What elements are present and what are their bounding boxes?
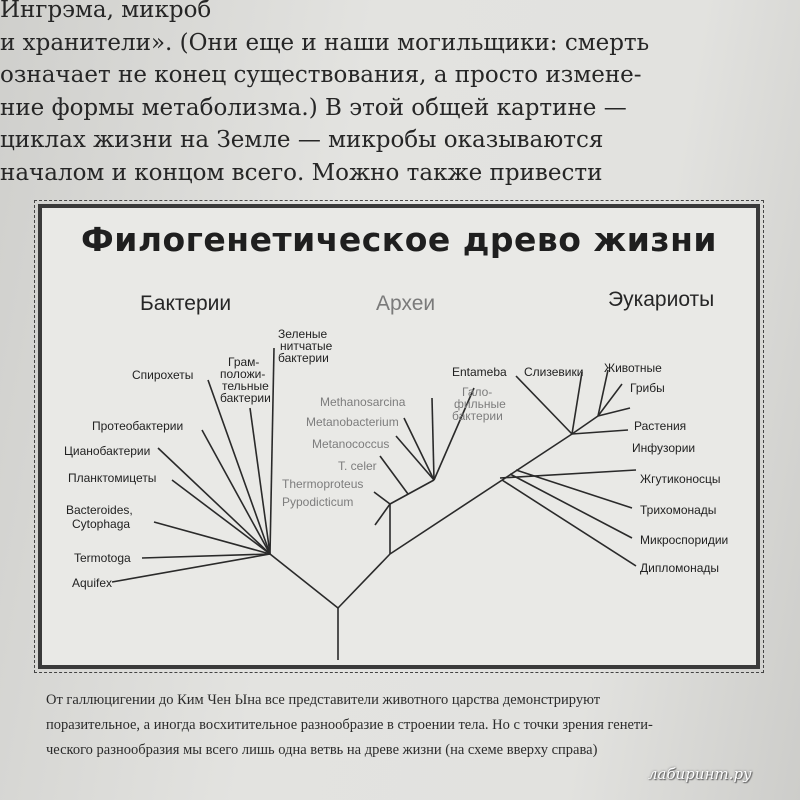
eukaryote-crown <box>572 416 598 434</box>
label-methanococcus: Metanococcus <box>312 437 390 451</box>
caption-line: От галлюцигении до Ким Чен Ына все представители животного царства демонстрируют <box>46 692 601 708</box>
text-line: и хранители». (Они еще и наши могильщики: смерть <box>0 29 650 56</box>
label-planctomycetes: Планктомицеты <box>68 471 157 485</box>
domain-archaea: Археи <box>376 292 436 315</box>
label-aquifex: Aquifex <box>72 576 113 590</box>
phylogenetic-tree-figure <box>38 204 760 669</box>
label-animals: Животные <box>604 361 662 375</box>
eukaryote-stem <box>390 434 572 554</box>
tree-diagram <box>42 208 756 665</box>
label-diplomonads: Дипломонады <box>640 561 719 575</box>
bacteria-stem <box>270 554 338 608</box>
label-bacteroides: Bacteroides, <box>66 503 133 517</box>
branch-plancto <box>172 480 270 554</box>
label-methanosarcina: Methanosarcina <box>320 395 406 409</box>
label-green-3: бактерии <box>278 351 329 365</box>
figure-title: Филогенетическое древо жизни <box>80 220 718 259</box>
text-line: Ингрэма, микроб <box>0 0 212 23</box>
branch-gram <box>250 408 270 554</box>
label-cytophaga: Cytophaga <box>72 517 131 531</box>
label-fungi: Грибы <box>630 381 665 395</box>
text-line: означает не конец существования, а просто измене- <box>0 62 642 88</box>
label-entameba: Entameba <box>452 365 507 379</box>
label-methanobacterium: Metanobacterium <box>306 415 399 429</box>
label-green-1: Зеленые <box>278 327 328 341</box>
archaea-upper <box>390 480 434 504</box>
label-gram-1: Грам- <box>228 355 260 369</box>
label-thermoproteus: Thermoproteus <box>282 477 364 491</box>
label-spirochetes: Спирохеты <box>132 368 194 382</box>
label-halo-3: бактерии <box>452 409 503 423</box>
branch-aquifex <box>112 554 270 582</box>
branch-trichomonads <box>516 470 632 508</box>
domain-eukaryotes: Эукариоты <box>608 288 715 311</box>
label-ciliates: Инфузории <box>632 441 696 455</box>
label-plants: Растения <box>634 419 687 433</box>
branch-diplomonads <box>502 480 636 566</box>
domain-bacteria: Бактерии <box>140 292 232 315</box>
branch-spirochetes <box>208 380 270 554</box>
label-gram-2: положи- <box>220 367 266 381</box>
archaea-eukaryote-stem <box>338 554 390 608</box>
figure-caption <box>46 688 786 763</box>
label-halo-2: фильные <box>454 397 506 411</box>
label-slime-molds: Слизевики <box>524 365 584 379</box>
branch-ciliates <box>572 430 628 434</box>
branch-methanococcus <box>396 436 434 480</box>
branch-entameba <box>516 376 572 434</box>
text-line: ние формы метаболизма.) В этой общей картине — <box>0 94 627 121</box>
label-flagellates: Жгутиконосцы <box>640 472 721 486</box>
branch-slime <box>572 372 582 434</box>
label-gram-4: бактерии <box>220 391 271 405</box>
branch-thermoproteus <box>374 492 390 504</box>
label-green-2: нитчатые <box>280 339 333 353</box>
text-line: циклах жизни на Земле — микробы оказываются <box>0 127 604 153</box>
watermark-logo: лабиринт.ру <box>648 765 752 783</box>
branch-proteo <box>202 430 270 554</box>
label-tceler: T. celer <box>338 459 377 473</box>
branch-tceler <box>380 456 408 494</box>
text-line: началом и концом всего. Можно также привести <box>0 159 603 186</box>
branch-microsporidia <box>510 474 632 538</box>
branch-methanosarcina <box>432 398 434 480</box>
branch-methanobacterium <box>404 418 434 480</box>
label-trichomonads: Трихомонады <box>640 503 717 517</box>
label-proteobacteria: Протеобактерии <box>92 419 184 433</box>
caption-line: поразительное, а иногда восхитительное разнообразие в строении тела. Но с точки зрения генети- <box>46 717 653 733</box>
label-cyanobacteria: Цианобактерии <box>64 444 151 458</box>
branch-pyrodicticum <box>375 504 390 525</box>
label-halo-1: Гало- <box>462 385 493 399</box>
label-microsporidia: Микроспоридии <box>640 533 729 547</box>
label-pyrodicticum: Pypodicticum <box>282 495 354 509</box>
branch-green <box>270 348 274 554</box>
body-text <box>0 0 650 189</box>
label-gram-3: тельные <box>222 379 269 393</box>
label-termotoga: Termotoga <box>74 551 131 565</box>
caption-line: ческого разнообразия мы всего лишь одна ветвь на древе жизни (на схеме вверху справа) <box>46 742 598 758</box>
